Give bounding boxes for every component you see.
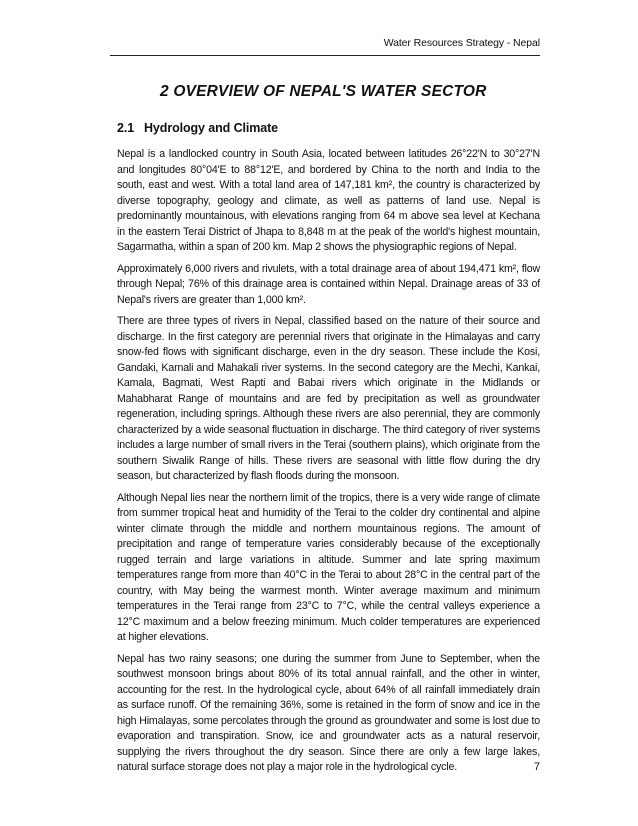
paragraph-rivers: Approximately 6,000 rivers and rivulets, with a total drainage area of about 194,471 km², flow through Nepal; 76% of this drainage area is contained within Nepal. Drainage areas of 33 of Nepal's rivers are greater than 1,000 km². — [117, 262, 540, 306]
paragraph-river-types: There are three types of rivers in Nepal, classified based on the nature of their source and discharge. In the first category are perennial rivers that originate in the Himalayas and carry snow-fed flows with significant discharge, even in the dry season. These include the Kosi, Gandaki, Karnali and Mahakali river systems. In the second category are the Mechi, Kankai, Kamala, Bagmati, West Rapti and Babai rivers which originate in the Midlands or Mahabharat Range of mountains and are fed by precipitation as well as groundwater regeneration, including springs. Although these rivers are also perennial, they are commonly characterized by a wide seasonal fluctuation in discharge. The third category of river systems includes a large number of small rivers in the Terai (southern plains), which originate from the southern Siwalik Range of hills. These rivers are seasonal with little flow during the dry season, but characterized by flash floods during the monsoon. — [117, 315, 540, 482]
section-title: Hydrology and Climate — [144, 121, 279, 135]
section-heading — [117, 121, 278, 135]
paragraph-location: Nepal is a landlocked country in South Asia, located between latitudes 26°22'N to 30°27'N and longitudes 80°04'E to 88°12'E, and bordered by China to the north and India to the south, east and west. With a total land area of 147,181 km², the country is characterized by diverse topography, geology and climate, as well as patterns of land use. Nepal is predominantly mountainous, with elevations ranging from 64 m above sea level at Kechana in the eastern Terai District of Jhapa to 8,848 m at the peak of the world's highest mountain, Sagarmatha, within a span of 200 km. Map 2 shows the physiographic regions of Nepal. — [117, 148, 540, 253]
body-text — [117, 147, 540, 782]
paragraph-rainy-seasons: Nepal has two rainy seasons; one during the summer from June to September, when the southwest monsoon brings about 80% of its total annual rainfall, and the other in winter, accounting for the rest. In the hydrological cycle, about 64% of all rainfall immediately drain as surface runoff. Of the remaining 36%, some is retained in the form of snow and ice in the high Himalayas, some percolates through the ground as groundwater and some is lost due to evaporation and transpiration. Snow, ice and groundwater acts as a natural reservoir, supplying the rivers throughout the dry season. Since there are only a few large lakes, natural surface storage does not play a major role in the hydrological cycle. — [117, 652, 541, 773]
page-number: 7 — [533, 761, 540, 773]
running-header: Water Resources Strategy - Nepal — [383, 37, 540, 49]
section-number: 2.1 — [117, 121, 135, 135]
header-rule — [110, 55, 540, 56]
chapter-title: 2 OVERVIEW OF NEPAL'S WATER SECTOR — [160, 83, 487, 100]
paragraph-climate: Although Nepal lies near the northern limit of the tropics, there is a very wide range of climate from summer tropical heat and humidity of the Terai to the colder dry continental and alpine winter climate through the middle and northern mountainous regions. The amount of precipitation and range of temperature varies considerably because of the exceptionally rugged terrain and large variations in altitude. Summer and late spring maximum temperatures range from more than 40°C in the Terai to about 28°C in the central part of the country, with May being the warmest month. Winter average maximum and minimum temperatures in the Terai range from 23°C to 7°C, while the central valleys experience a 12°C maximum and a below freezing minimum. Much colder temperatures are experienced at higher elevations. — [117, 491, 540, 643]
